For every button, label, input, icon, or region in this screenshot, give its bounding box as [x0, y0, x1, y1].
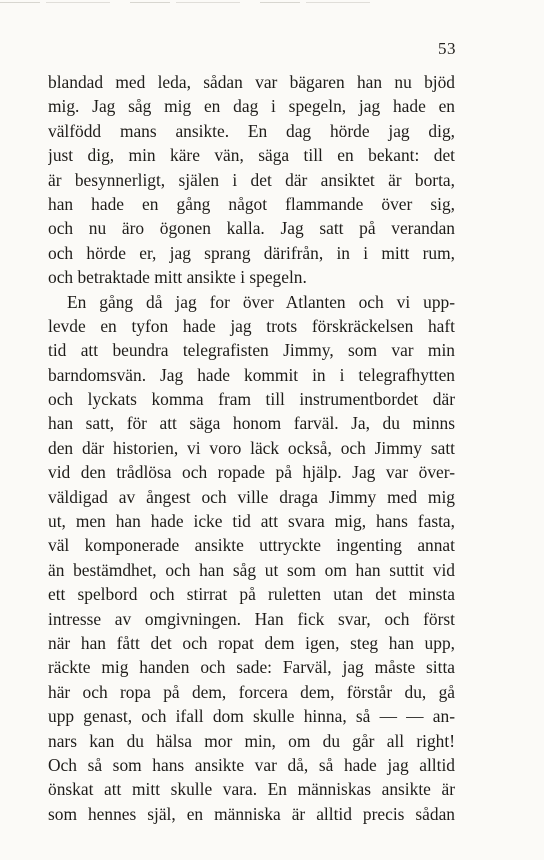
- text-line: och lyckats komma fram till instrumentbordet där: [48, 389, 455, 410]
- text-line: räckte mig handen och sade: Farväl, jag måste sitta: [48, 657, 455, 678]
- text-line: som hennes själ, en människa är alltid precis sådan: [48, 803, 455, 824]
- text-line: och betraktade mitt ansikte i spegeln.: [48, 267, 307, 288]
- paragraph-2: [48, 290, 455, 827]
- text-line: han satt, för att säga honom farväl. Ja, du minns: [48, 413, 455, 434]
- text-line: väl komponerade ansikte uttryckte ingenting annat: [48, 535, 455, 556]
- text-line: är besynnerligt, själen i det där ansiktet är borta,: [48, 169, 455, 190]
- text-line: nars kan du hälsa mor min, om du går all right!: [48, 730, 455, 751]
- text-line: levde en tyfon hade jag trots förskräckelsen haft: [48, 315, 455, 336]
- text-line: blandad med leda, sådan var bägaren han nu bjöd: [48, 72, 455, 92]
- body-text: [48, 70, 455, 826]
- paragraph-1: [48, 70, 455, 290]
- text-line: Och så som hans ansikte var då, så hade jag alltid: [48, 754, 455, 775]
- text-line: barndomsvän. Jag hade kommit in i telegrafhytten: [48, 364, 455, 385]
- page-number: 53: [438, 39, 456, 58]
- text-line: En gång då jag for över Atlanten och vi upp-: [67, 291, 455, 312]
- text-line: den där historien, vi voro läck också, och Jimmy satt: [48, 437, 455, 458]
- text-line: välfödd mans ansikte. En dag hörde jag dig,: [48, 120, 455, 141]
- text-line: önskat att mitt skulle vara. En människas ansikte är: [48, 779, 455, 800]
- text-line: och nu äro ögonen kalla. Jag satt på verandan: [48, 218, 455, 239]
- text-line: väldigad av ångest och ville draga Jimmy med mig: [48, 486, 455, 507]
- text-line: ett spelbord och stirrat på ruletten utan det minsta: [48, 584, 455, 605]
- text-line: här och ropa på dem, forcera dem, förstår du, gå: [48, 681, 455, 702]
- text-line: mig. Jag såg mig en dag i spegeln, jag hade en: [48, 96, 455, 117]
- top-edge-rule: [0, 2, 380, 3]
- text-line: när han fått det och ropat dem igen, steg han upp,: [48, 632, 455, 653]
- text-line: han hade en gång något flammande över sig,: [48, 193, 455, 214]
- text-line: tid att beundra telegrafisten Jimmy, som var min: [48, 340, 455, 361]
- text-line: upp genast, och ifall dom skulle hinna, så — — an-: [48, 706, 455, 727]
- text-line: intresse av omgivningen. Han fick svar, och först: [48, 608, 455, 629]
- text-line: ut, men han hade icke tid att svara mig, hans fasta,: [48, 511, 455, 532]
- text-line: just dig, min käre vän, säga till en bekant: det: [48, 145, 455, 166]
- text-line: och hörde er, jag sprang därifrån, in i mitt rum,: [48, 242, 455, 263]
- text-line: än bestämdhet, och han såg ut som om han suttit vid: [48, 559, 455, 580]
- text-line: vid den trådlösa och ropade på hjälp. Jag var över-: [48, 462, 455, 483]
